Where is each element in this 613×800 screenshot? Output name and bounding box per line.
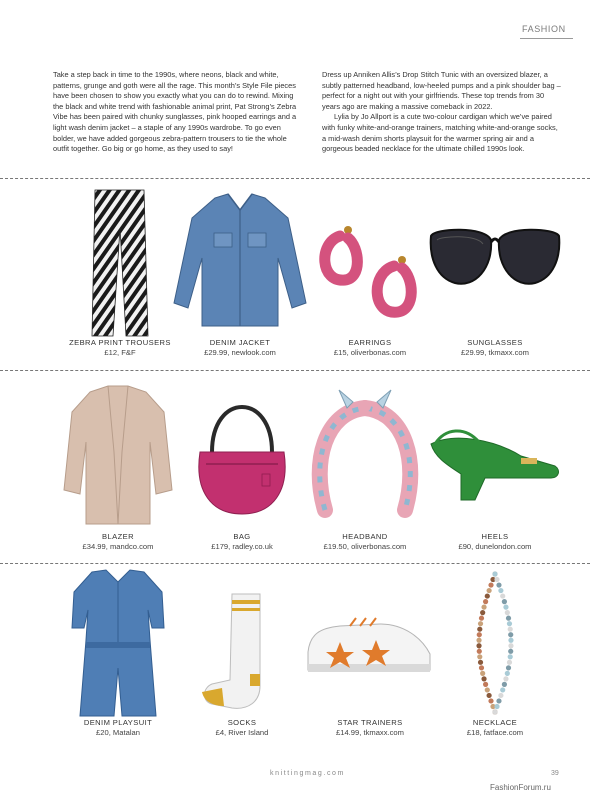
necklace-bead bbox=[485, 593, 490, 598]
product-name: SUNGLASSES bbox=[467, 338, 523, 347]
product-price: £18, fatface.com bbox=[466, 728, 524, 737]
product-zebra-trousers[interactable] bbox=[50, 188, 190, 357]
socks-image bbox=[172, 568, 312, 718]
necklace-bead bbox=[494, 577, 499, 582]
necklace-bead bbox=[508, 649, 513, 654]
product-price: £12, F&F bbox=[104, 348, 136, 357]
necklace-bead bbox=[477, 649, 482, 654]
product-name: BLAZER bbox=[102, 532, 134, 541]
necklace-bead bbox=[479, 665, 484, 670]
section-rule bbox=[520, 38, 573, 39]
star-trainers-image bbox=[300, 568, 440, 718]
necklace-bead bbox=[483, 599, 488, 604]
necklace-bead bbox=[508, 638, 513, 643]
necklace-bead bbox=[488, 698, 493, 703]
intro-left-column bbox=[53, 70, 298, 155]
product-price: £29.99, tkmaxx.com bbox=[461, 348, 529, 357]
product-name: SOCKS bbox=[227, 718, 257, 727]
product-price: £179, radley.co.uk bbox=[211, 542, 273, 551]
product-name: STAR TRAINERS bbox=[337, 718, 403, 727]
product-sunglasses[interactable] bbox=[425, 188, 565, 357]
necklace-bead bbox=[496, 698, 501, 703]
necklace-image bbox=[425, 568, 565, 718]
denim-jacket-image bbox=[170, 188, 310, 338]
necklace-bead bbox=[506, 616, 511, 621]
necklace-bead bbox=[508, 643, 513, 648]
product-heels[interactable] bbox=[425, 382, 565, 551]
necklace-bead bbox=[507, 621, 512, 626]
necklace-bead bbox=[494, 704, 499, 709]
product-price: £29.99, newlook.com bbox=[204, 348, 276, 357]
blazer-image bbox=[48, 382, 188, 532]
necklace-bead bbox=[508, 654, 513, 659]
necklace-bead bbox=[498, 693, 503, 698]
footer-site[interactable]: knittingmag.com bbox=[270, 770, 345, 777]
product-price: £15, oliverbonas.com bbox=[333, 348, 407, 357]
product-price: £34.99, mandco.com bbox=[82, 542, 154, 551]
necklace-bead bbox=[487, 693, 492, 698]
product-name: EARRINGS bbox=[348, 338, 392, 347]
necklace-bead bbox=[477, 632, 482, 637]
necklace-bead bbox=[485, 687, 490, 692]
product-name: HEELS bbox=[481, 532, 509, 541]
necklace-bead bbox=[492, 571, 497, 576]
product-name: DENIM JACKET bbox=[209, 338, 271, 347]
product-price: £19.50, oliverbonas.com bbox=[323, 542, 407, 551]
necklace-bead bbox=[480, 671, 485, 676]
product-blazer[interactable] bbox=[48, 382, 188, 551]
dashed-divider-1 bbox=[0, 178, 590, 179]
necklace-bead bbox=[477, 627, 482, 632]
intro-paragraph-2: Dress up Anniken Allis’s Drop Stitch Tunic with an oversized blazer, a subtly patterned headband, low-heeled pumps and a pink shoulder bag – perfect for a night out with your girlfriends. These top trends from 30 years ago are making a massive comeback in 2022. bbox=[322, 70, 561, 111]
product-price: £4, River Island bbox=[215, 728, 269, 737]
product-headband[interactable] bbox=[295, 382, 435, 551]
necklace-bead bbox=[503, 676, 508, 681]
product-denim-playsuit[interactable] bbox=[48, 568, 188, 737]
product-socks[interactable] bbox=[172, 568, 312, 737]
necklace-bead bbox=[503, 605, 508, 610]
necklace-bead bbox=[502, 599, 507, 604]
product-price: £20, Matalan bbox=[96, 728, 140, 737]
product-price: £14.99, tkmaxx.com bbox=[336, 728, 404, 737]
necklace-bead bbox=[502, 682, 507, 687]
product-earrings[interactable] bbox=[300, 188, 440, 357]
section-tag: FASHION bbox=[522, 24, 566, 34]
bag-image bbox=[172, 382, 312, 532]
necklace-bead bbox=[478, 621, 483, 626]
necklace-bead bbox=[498, 588, 503, 593]
earrings-image bbox=[300, 188, 440, 338]
necklace-bead bbox=[479, 616, 484, 621]
product-price: £90, dunelondon.com bbox=[458, 542, 532, 551]
necklace-bead bbox=[500, 593, 505, 598]
intro-paragraph-1: Take a step back in time to the 1990s, where neons, black and white, patterns, grunge and goth were all the rage. This month’s Style File pieces have been chosen to show you exactly what you can do to rewind. Mixing the black and white trend with fashionable animal print, Pat Strong’s Zebra Vibe has been paired with chunky sunglasses, pink hooped earrings and a light wash denim jacket – a staple of any 1990s wardrobe. To go even bolder, we have added gorgeous zebra-pattern trousers to tie the whole outfit together. Go big or go home, as they used to say! bbox=[53, 70, 297, 154]
product-name: BAG bbox=[233, 532, 251, 541]
product-star-trainers[interactable] bbox=[300, 568, 440, 737]
necklace-bead bbox=[481, 676, 486, 681]
watermark: FashionForum.ru bbox=[490, 783, 551, 792]
necklace-bead bbox=[477, 654, 482, 659]
necklace-bead bbox=[476, 643, 481, 648]
denim-playsuit-image bbox=[48, 568, 188, 718]
page-number: 39 bbox=[551, 770, 559, 777]
headband-image bbox=[295, 382, 435, 532]
heels-image bbox=[425, 382, 565, 532]
product-denim-jacket[interactable] bbox=[170, 188, 310, 357]
necklace-bead bbox=[476, 638, 481, 643]
necklace-bead bbox=[506, 665, 511, 670]
product-name: ZEBRA PRINT TROUSERS bbox=[69, 338, 171, 347]
zebra-trousers-image bbox=[50, 188, 190, 338]
necklace-bead bbox=[483, 682, 488, 687]
necklace-bead bbox=[488, 582, 493, 587]
necklace-bead bbox=[505, 610, 510, 615]
sunglasses-image bbox=[425, 188, 565, 338]
necklace-bead bbox=[496, 582, 501, 587]
dashed-divider-3 bbox=[0, 563, 590, 564]
necklace-bead bbox=[480, 610, 485, 615]
necklace-bead bbox=[487, 588, 492, 593]
necklace-bead bbox=[505, 671, 510, 676]
product-bag[interactable] bbox=[172, 382, 312, 551]
necklace-bead bbox=[507, 660, 512, 665]
necklace-bead bbox=[508, 632, 513, 637]
dashed-divider-2 bbox=[0, 370, 590, 371]
product-necklace[interactable] bbox=[425, 568, 565, 737]
product-name: DENIM PLAYSUIT bbox=[83, 718, 153, 727]
necklace-bead bbox=[508, 627, 513, 632]
necklace-bead bbox=[478, 660, 483, 665]
necklace-bead bbox=[500, 687, 505, 692]
necklace-bead bbox=[492, 709, 497, 714]
product-name: NECKLACE bbox=[472, 718, 518, 727]
product-name: HEADBAND bbox=[342, 532, 388, 541]
necklace-bead bbox=[481, 605, 486, 610]
intro-right-column bbox=[322, 70, 562, 155]
intro-paragraph-3: Lylia by Jo Allport is a cute two-colour cardigan which we’ve paired with funky white-and-orange trainers, matching white-and-orange socks, a mid-wash denim shorts playsuit for the warmer spring air and a gorgeous beaded necklace for the ultimate chilled 1990s look. bbox=[322, 112, 558, 154]
